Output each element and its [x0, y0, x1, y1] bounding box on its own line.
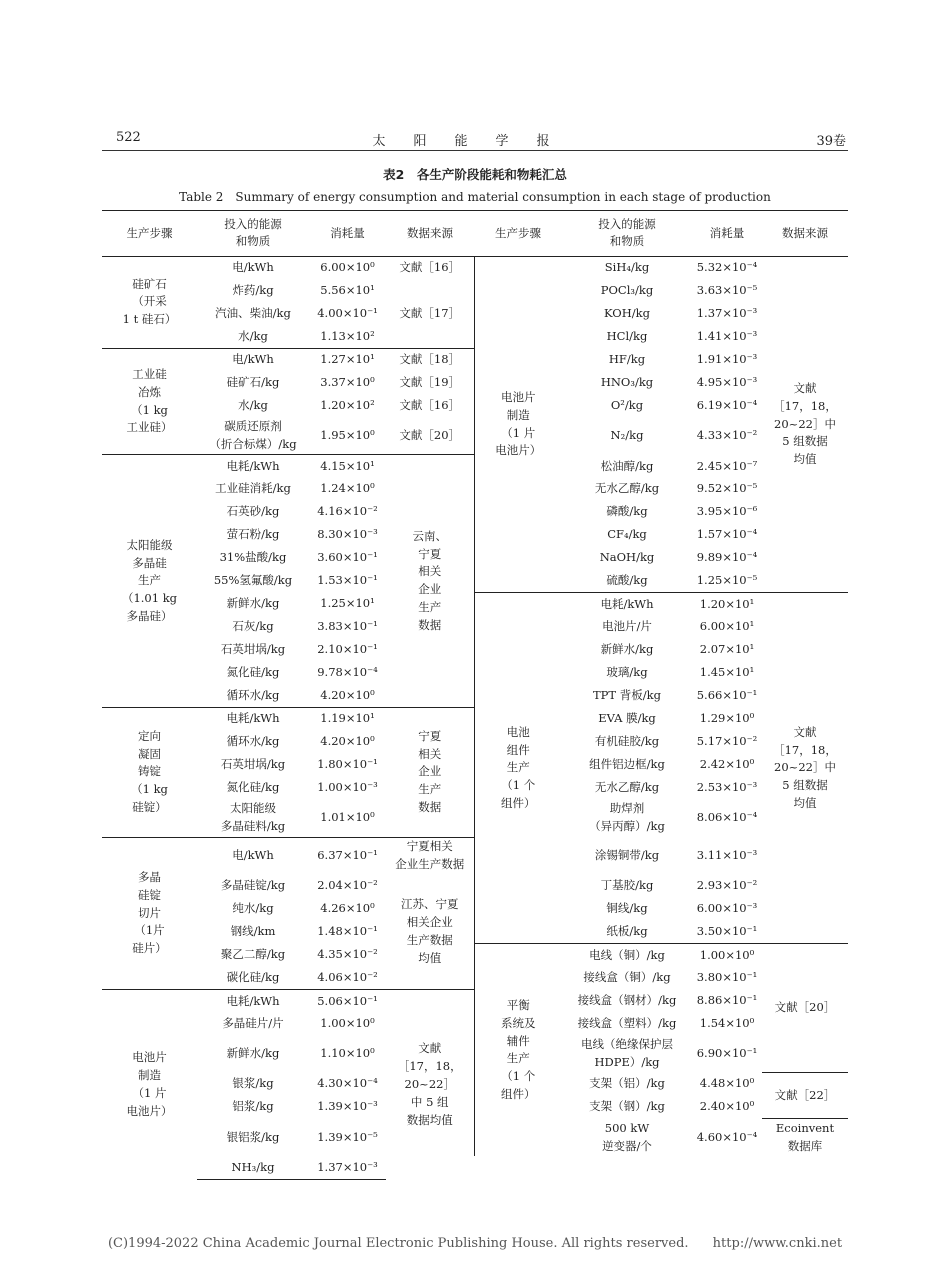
input-cell: TPT 背板/kg: [593, 688, 661, 703]
table-caption-cn: 表2 各生产阶段能耗和物耗汇总: [383, 167, 567, 182]
amount-cell: 5.06×10⁻¹: [309, 990, 386, 1013]
input-cell: 电耗/kWh: [197, 455, 309, 478]
energy-material-table: [102, 210, 848, 1180]
amount-cell: 3.63×10⁻⁵: [696, 282, 758, 297]
amount-cell: 1.10×10⁰: [320, 1046, 375, 1061]
amount-cell: 4.33×10⁻²: [696, 428, 758, 443]
input-cell: 丁基胶/kg: [600, 878, 654, 893]
amount-cell: 1.00×10⁻³: [317, 780, 378, 795]
input-cell: O²/kg: [610, 397, 644, 412]
input-cell: 纸板/kg: [606, 924, 648, 939]
amount-cell: 2.07×10¹: [699, 642, 755, 657]
input-cell: N₂/kg: [610, 428, 644, 443]
input-cell: 电/kWh: [197, 837, 309, 875]
source-cell: 文献［17］: [399, 305, 461, 320]
input-cell: 电耗/kWh: [562, 593, 692, 616]
step-cell: 电池片 制造 （1 片 电池片）: [474, 256, 562, 592]
amount-cell: 5.32×10⁻⁴: [692, 256, 762, 279]
input-cell: 55%氢氟酸/kg: [213, 573, 293, 588]
amount-cell: 1.25×10⁻⁵: [696, 573, 758, 588]
input-cell: 纯水/kg: [232, 901, 274, 916]
volume-label: 39卷: [816, 134, 846, 149]
step-cell: 太阳能级 多晶硅 生产 （1.01 kg 多晶硅）: [102, 455, 197, 708]
amount-cell: 3.11×10⁻³: [696, 848, 758, 863]
amount-cell: 6.90×10⁻¹: [696, 1046, 758, 1061]
input-cell: 银浆/kg: [232, 1076, 274, 1091]
step-cell: 电池 组件 生产 （1 个 组件）: [474, 593, 562, 944]
input-cell: NH₃/kg: [197, 1156, 309, 1179]
input-cell: 工业硅消耗/kg: [215, 481, 291, 496]
amount-cell: 4.26×10⁰: [320, 901, 375, 916]
amount-cell: 4.06×10⁻²: [317, 970, 378, 985]
input-cell: 接线盒（塑料）/kg: [577, 1016, 677, 1031]
amount-cell: 9.52×10⁻⁵: [696, 481, 758, 496]
amount-cell: 6.37×10⁻¹: [309, 837, 386, 875]
input-cell: EVA 膜/kg: [598, 711, 656, 726]
amount-cell: 8.06×10⁻⁴: [696, 810, 758, 825]
input-cell: 硫酸/kg: [606, 573, 648, 588]
amount-cell: 4.35×10⁻²: [317, 947, 378, 962]
input-cell: 电/kWh: [197, 256, 309, 279]
amount-cell: 1.00×10⁰: [692, 944, 762, 967]
amount-cell: 3.95×10⁻⁶: [696, 504, 758, 519]
amount-cell: 1.53×10⁻¹: [317, 573, 378, 588]
amount-cell: 1.45×10¹: [699, 665, 755, 680]
input-cell: KOH/kg: [604, 305, 650, 320]
amount-cell: 3.37×10⁰: [320, 374, 375, 389]
page-number: 522: [116, 130, 141, 145]
source-cell: 文献［20］: [399, 427, 461, 442]
table-caption-en: Table 2 Summary of energy consumption and material consumption in each stage of production: [179, 190, 771, 204]
amount-cell: 1.24×10⁰: [320, 481, 375, 496]
input-cell: 新鲜水/kg: [226, 1046, 280, 1061]
input-cell: 助焊剂 （异丙醇）/kg: [589, 801, 665, 834]
cnki-url: http://www.cnki.net: [712, 1236, 843, 1251]
source-cell: 宁夏 相关 企业 生产 数据: [386, 708, 474, 838]
input-cell: 电线（绝缘保护层 HDPE）/kg: [581, 1037, 673, 1070]
amount-cell: 4.60×10⁻⁴: [696, 1129, 758, 1144]
amount-cell: 1.41×10⁻³: [696, 328, 758, 343]
amount-cell: 3.83×10⁻¹: [317, 619, 378, 634]
amount-cell: 5.66×10⁻¹: [696, 688, 758, 703]
amount-cell: 4.20×10⁰: [320, 734, 375, 749]
amount-cell: 1.48×10⁻¹: [317, 924, 378, 939]
input-cell: 石灰/kg: [232, 619, 274, 634]
amount-cell: 1.19×10¹: [309, 708, 386, 731]
amount-cell: 1.01×10⁰: [320, 810, 375, 825]
input-cell: 磷酸/kg: [606, 504, 648, 519]
input-cell: SiH₄/kg: [562, 256, 692, 279]
amount-cell: 2.53×10⁻³: [696, 780, 758, 795]
input-cell: 铝浆/kg: [232, 1099, 274, 1114]
amount-cell: 2.45×10⁻⁷: [696, 458, 758, 473]
amount-cell: 2.40×10⁰: [699, 1099, 755, 1114]
input-cell: 电池片/片: [602, 619, 652, 634]
input-cell: 水/kg: [238, 328, 268, 343]
amount-cell: 8.86×10⁻¹: [696, 993, 758, 1008]
source-cell: 云南、 宁夏 相关 企业 生产 数据: [386, 455, 474, 708]
amount-cell: 2.42×10⁰: [699, 757, 755, 772]
input-cell: HF/kg: [608, 351, 646, 366]
input-cell: 有机硅胶/kg: [594, 734, 660, 749]
amount-cell: 4.20×10⁰: [320, 687, 375, 702]
input-cell: 新鲜水/kg: [226, 596, 280, 611]
input-cell: 萤石粉/kg: [226, 527, 280, 542]
input-cell: 聚乙二醇/kg: [220, 947, 286, 962]
amount-cell: 6.00×10⁰: [309, 256, 386, 279]
input-cell: 炸药/kg: [232, 282, 274, 297]
amount-cell: 4.30×10⁻⁴: [317, 1076, 378, 1091]
journal-title: 太阳能学报: [372, 134, 578, 149]
input-cell: 31%盐酸/kg: [219, 550, 287, 565]
column-header-step: 生产步骤: [102, 211, 197, 257]
amount-cell: 4.00×10⁻¹: [317, 305, 378, 320]
step-cell: 多晶 硅锭 切片 （1片 硅片）: [102, 837, 197, 990]
input-cell: 氮化硅/kg: [226, 780, 280, 795]
input-cell: 涂锡铜带/kg: [594, 848, 660, 863]
input-cell: 接线盒（铜）/kg: [583, 970, 671, 985]
amount-cell: 4.15×10¹: [309, 455, 386, 478]
amount-cell: 4.48×10⁰: [699, 1076, 755, 1091]
amount-cell: 4.95×10⁻³: [696, 374, 758, 389]
amount-cell: 1.13×10²: [320, 328, 375, 343]
input-cell: 碳质还原剂 （折合标煤）/kg: [209, 419, 297, 451]
amount-cell: 1.80×10⁻¹: [317, 757, 378, 772]
input-cell: 支架（铝）/kg: [589, 1076, 665, 1091]
input-cell: 电耗/kWh: [197, 708, 309, 731]
amount-cell: 1.00×10⁰: [320, 1016, 375, 1031]
input-cell: 氮化硅/kg: [226, 665, 280, 680]
amount-cell: 3.50×10⁻¹: [696, 924, 758, 939]
input-cell: 石英坩埚/kg: [220, 757, 286, 772]
amount-cell: 1.20×10²: [320, 397, 375, 412]
input-cell: 组件铝边框/kg: [589, 757, 665, 772]
input-cell: 太阳能级 多晶硅料/kg: [220, 801, 286, 834]
input-cell: 玻璃/kg: [606, 665, 648, 680]
input-cell: CF₄/kg: [607, 527, 647, 542]
input-cell: 钢线/km: [230, 924, 276, 939]
input-cell: 无水乙醇/kg: [594, 481, 660, 496]
amount-cell: 1.57×10⁻⁴: [696, 527, 758, 542]
input-cell: 多晶硅片/片: [222, 1016, 284, 1031]
source-cell: Ecoinvent 数据库: [762, 1119, 848, 1157]
column-header-amount: 消耗量: [309, 211, 386, 257]
input-cell: 新鲜水/kg: [600, 642, 654, 657]
amount-cell: 2.04×10⁻²: [317, 878, 378, 893]
step-cell: 电池片 制造 （1 片 电池片）: [102, 990, 197, 1180]
step-cell: 定向 凝固 铸锭 （1 kg 硅锭）: [102, 708, 197, 838]
amount-cell: 6.00×10¹: [699, 619, 755, 634]
amount-cell: 3.80×10⁻¹: [696, 970, 758, 985]
column-header-source: 数据来源: [762, 211, 848, 257]
input-cell: 500 kW 逆变器/个: [602, 1120, 652, 1153]
input-cell: POCl₃/kg: [600, 282, 654, 297]
amount-cell: 1.39×10⁻³: [317, 1099, 378, 1114]
amount-cell: 1.95×10⁰: [320, 427, 375, 442]
amount-cell: 1.37×10⁻³: [696, 305, 758, 320]
amount-cell: 1.91×10⁻³: [696, 351, 758, 366]
amount-cell: 1.54×10⁰: [699, 1016, 755, 1031]
amount-cell: 1.37×10⁻³: [309, 1156, 386, 1179]
source-cell: 文献［20］: [762, 944, 848, 1073]
source-cell: 文献［19］: [399, 374, 461, 389]
input-cell: 支架（钢）/kg: [589, 1099, 665, 1114]
amount-cell: 3.60×10⁻¹: [317, 550, 378, 565]
input-cell: 电/kWh: [197, 348, 309, 371]
amount-cell: 1.25×10¹: [320, 596, 375, 611]
source-cell: 文献［18］: [386, 348, 474, 371]
column-header-input: 投入的能源 和物质: [562, 211, 692, 257]
input-cell: 松油醇/kg: [600, 458, 654, 473]
table-row: [102, 944, 848, 967]
column-header-amount: 消耗量: [692, 211, 762, 257]
source-cell: 江苏、宁夏 相关企业 生产数据 均值: [401, 897, 459, 965]
amount-cell: 4.16×10⁻²: [317, 504, 378, 519]
source-cell: 文献［16］: [386, 256, 474, 279]
input-cell: 循环水/kg: [226, 687, 280, 702]
amount-cell: 5.56×10¹: [320, 282, 375, 297]
step-cell: 工业硅 冶炼 （1 kg 工业硅）: [102, 348, 197, 455]
input-cell: 汽油、柴油/kg: [215, 305, 291, 320]
source-cell: 宁夏相关 企业生产数据: [386, 837, 474, 875]
input-cell: HCl/kg: [606, 328, 648, 343]
source-cell: 文献［16］: [399, 397, 461, 412]
input-cell: 电线（铜）/kg: [562, 944, 692, 967]
amount-cell: 1.20×10¹: [692, 593, 762, 616]
input-cell: 多晶硅锭/kg: [220, 878, 286, 893]
source-cell: 文献 ［17，18， 20~22］中 5 组数据 均值: [762, 593, 848, 944]
table-row: [102, 1156, 848, 1179]
amount-cell: 2.10×10⁻¹: [317, 642, 378, 657]
amount-cell: 1.27×10¹: [309, 348, 386, 371]
input-cell: 碳化硅/kg: [226, 970, 280, 985]
source-cell: 文献 ［17，18， 20~22］中 5 组数据 均值: [762, 256, 848, 592]
input-cell: HNO₃/kg: [600, 374, 654, 389]
input-cell: 无水乙醇/kg: [594, 780, 660, 795]
copyright-text: (C)1994-2022 China Academic Journal Electronic Publishing House. All rights reserved.: [107, 1236, 689, 1251]
footer: [0, 1236, 950, 1251]
page-header: [102, 128, 848, 151]
step-cell: 硅矿石 （开采 1 t 硅石）: [102, 256, 197, 348]
input-cell: 循环水/kg: [226, 734, 280, 749]
source-cell: 文献 ［17，18，20~22］ 中 5 组 数据均值: [386, 990, 474, 1180]
amount-cell: 6.00×10⁻³: [696, 901, 758, 916]
input-cell: NaOH/kg: [599, 550, 655, 565]
amount-cell: 2.93×10⁻²: [696, 878, 758, 893]
input-cell: 石英砂/kg: [226, 504, 280, 519]
input-cell: 石英坩埚/kg: [220, 642, 286, 657]
table-row: [102, 256, 848, 279]
input-cell: 接线盒（钢材）/kg: [577, 993, 677, 1008]
amount-cell: 6.19×10⁻⁴: [696, 397, 758, 412]
step-cell: 平衡 系统及 辅件 生产 （1 个 组件）: [474, 944, 562, 1157]
input-cell: 水/kg: [238, 397, 268, 412]
column-header-source: 数据来源: [386, 211, 474, 257]
amount-cell: 9.89×10⁻⁴: [696, 550, 758, 565]
amount-cell: 1.39×10⁻⁵: [317, 1129, 378, 1144]
amount-cell: 9.78×10⁻⁴: [317, 665, 378, 680]
amount-cell: 5.17×10⁻²: [696, 734, 758, 749]
column-header-step: 生产步骤: [474, 211, 562, 257]
input-cell: 硅矿石/kg: [226, 374, 280, 389]
amount-cell: 1.29×10⁰: [699, 711, 755, 726]
column-header-input: 投入的能源 和物质: [197, 211, 309, 257]
input-cell: 铜线/kg: [606, 901, 648, 916]
source-cell: 文献［22］: [762, 1073, 848, 1119]
amount-cell: 8.30×10⁻³: [317, 527, 378, 542]
input-cell: 电耗/kWh: [197, 990, 309, 1013]
input-cell: 银铝浆/kg: [226, 1129, 280, 1144]
table-row: [102, 593, 848, 616]
